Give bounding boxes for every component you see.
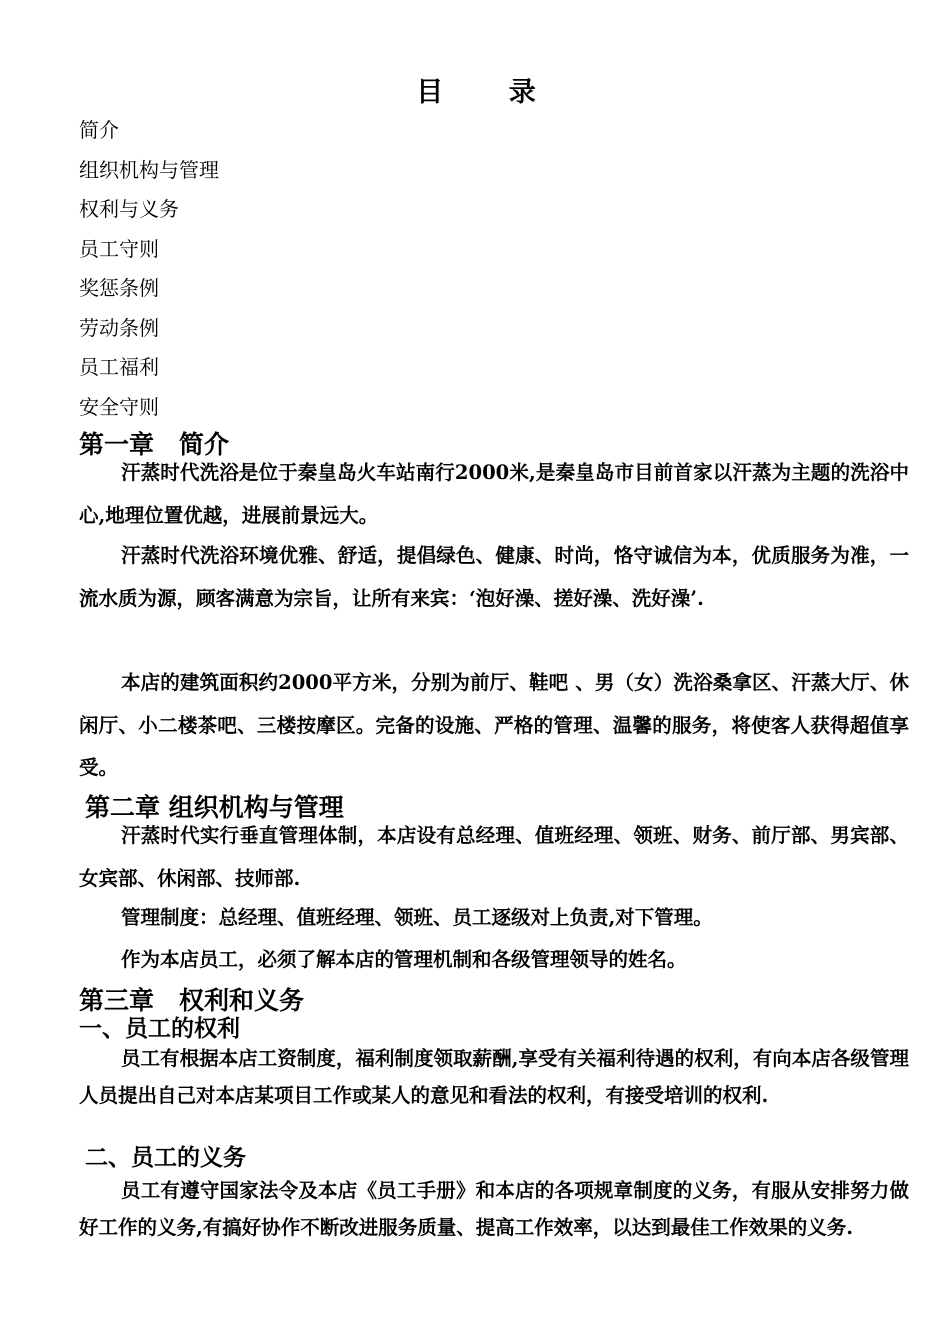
toc-item: 奖惩条例 (79, 276, 159, 300)
toc-title: 目 录 (416, 77, 564, 108)
toc-item: 员工守则 (79, 236, 159, 261)
chapter-1-heading: 第一章 简介 (79, 430, 230, 459)
section-duties-paragraph: 员工有遵守国家法令及本店《员工手册》和本店的各项规章制度的义务，有服从安排努力做好工作的义务,有搞好协作不断改进服务质量、提高工作效率，以达到最佳工作效果的义务. (79, 1179, 909, 1239)
chapter-2-paragraph: 作为本店员工，必须了解本店的管理机制和各级管理领导的姓名。 (121, 948, 687, 971)
toc-item: 简介 (79, 118, 119, 142)
chapter-2-paragraph: 汗蒸时代实行垂直管理体制，本店设有总经理、值班经理、领班、财务、前厅部、男宾部、女宾部、休闲部、技师部. (79, 824, 909, 890)
chapter-2-heading: 第二章 组织机构与管理 (85, 793, 344, 822)
toc-item: 安全守则 (79, 394, 159, 419)
table-of-contents (79, 113, 219, 429)
chapter-1-paragraph: 本店的建筑面积约2000平方米，分别为前厅、鞋吧 、男（女）洗浴桑拿区、汗蒸大厅、休闲厅、小二楼茶吧、三楼按摩区。完备的设施、严格的管理、温馨的服务，将使客人获得超值享受。 (79, 671, 909, 779)
chapter-3-heading: 第三章 权利和义务 (79, 986, 305, 1015)
section-rights-heading: 一、员工的权利 (79, 1016, 240, 1042)
toc-item: 员工福利 (79, 355, 159, 379)
section-duties-heading: 二、员工的义务 (85, 1145, 246, 1171)
chapter-2-paragraph: 管理制度：总经理、值班经理、领班、员工逐级对上负责,对下管理。 (121, 906, 713, 929)
toc-item: 权利与义务 (79, 197, 179, 221)
toc-item: 组织机构与管理 (79, 157, 219, 182)
section-rights-paragraph: 员工有根据本店工资制度，福利制度领取薪酬,享受有关福利待遇的权利，有向本店各级管理人员提出自己对本店某项目工作或某人的意见和看法的权利，有接受培训的权利. (79, 1047, 909, 1107)
toc-item: 劳动条例 (79, 315, 159, 340)
chapter-1-paragraph: 汗蒸时代洗浴环境优雅、舒适，提倡绿色、健康、时尚，恪守诚信为本，优质服务为准，一流水质为源，顾客满意为宗旨，让所有来宾：‘泡好澡、搓好澡、洗好澡’. (79, 544, 909, 610)
chapter-1-paragraph: 汗蒸时代洗浴是位于秦皇岛火车站南行2000米,是秦皇岛市目前首家以汗蒸为主题的洗浴中心,地理位置优越，进展前景远大。 (79, 461, 909, 527)
